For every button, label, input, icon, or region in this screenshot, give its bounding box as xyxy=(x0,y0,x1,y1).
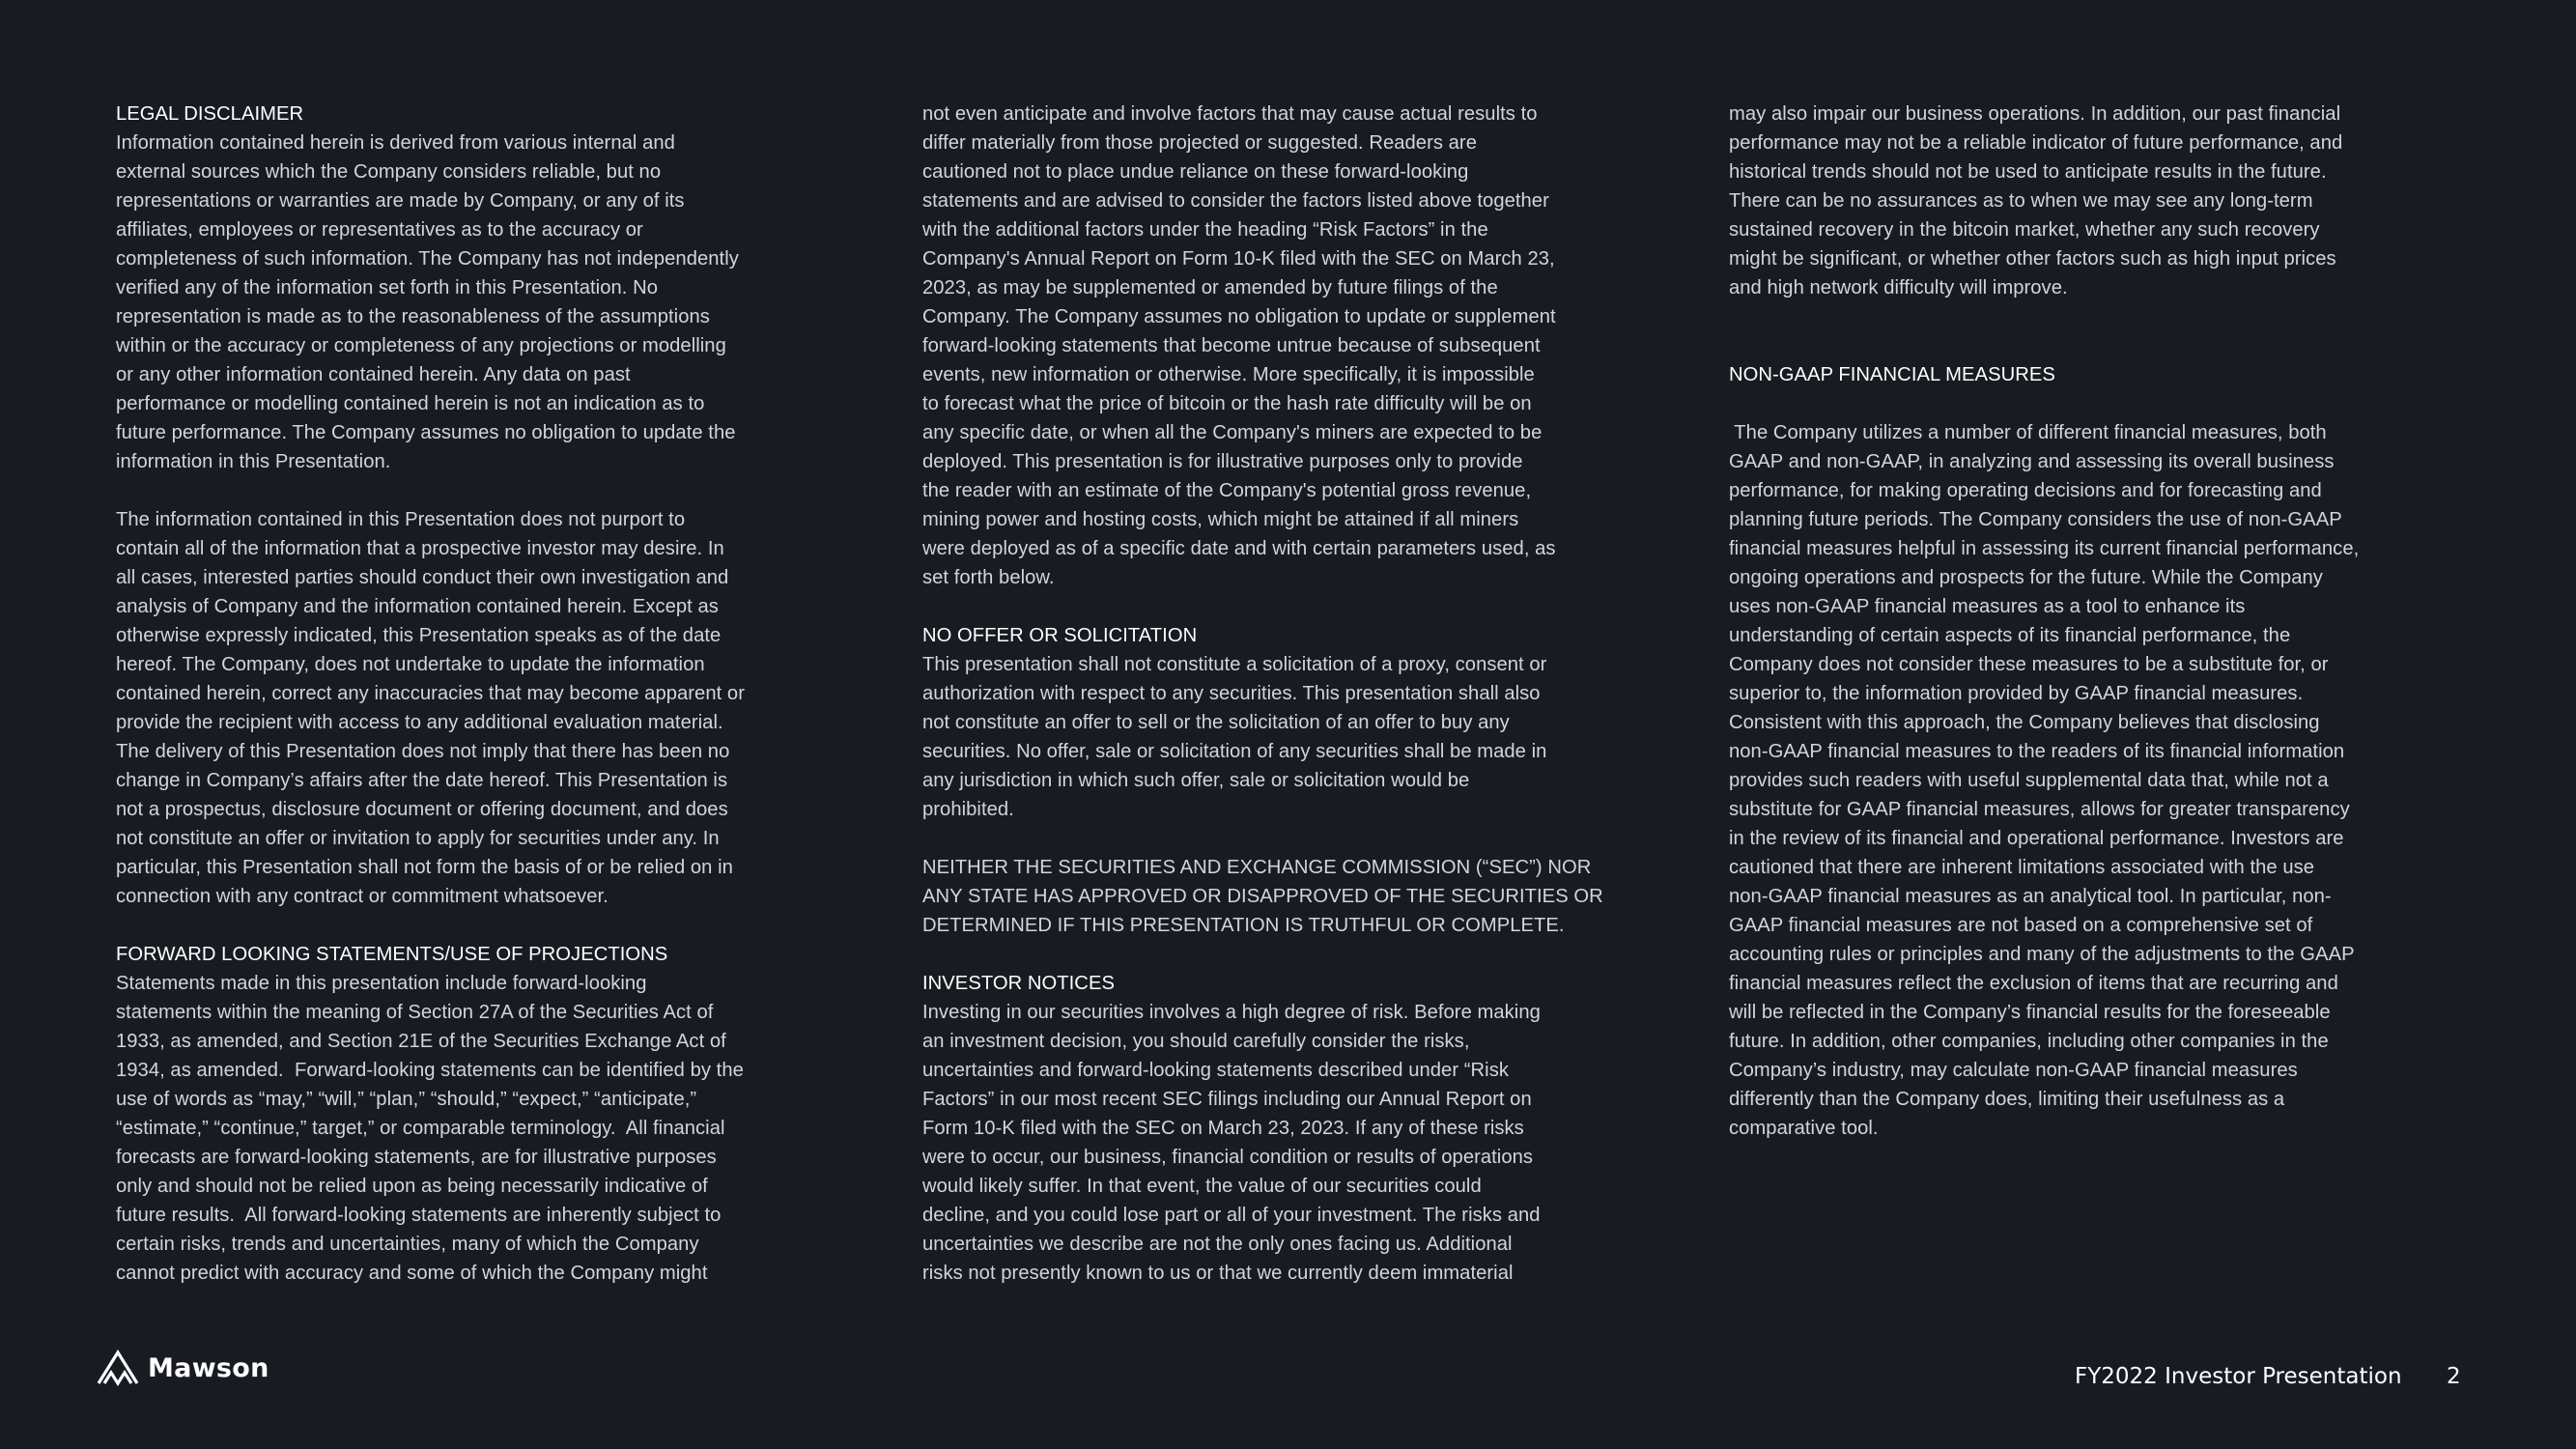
text-line: historical trends should not be used to anticipate results in the future. xyxy=(1729,161,2327,183)
text-line: analysis of Company and the information contained herein. Except as xyxy=(116,596,719,617)
text-line: 1934, as amended. Forward-looking statements can be identified by the xyxy=(116,1060,744,1081)
text-line: Company. The Company assumes no obligation to update or supplement xyxy=(922,306,1556,327)
text-line: cannot predict with accuracy and some of which the Company might xyxy=(116,1263,708,1284)
text-line: information in this Presentation. xyxy=(116,451,391,472)
text-line: GAAP and non-GAAP, in analyzing and assessing its overall business xyxy=(1729,451,2335,472)
text-line: the reader with an estimate of the Company's potential gross revenue, xyxy=(922,480,1532,501)
text-line: Company’s industry, may calculate non-GAAP financial measures xyxy=(1729,1060,2298,1081)
text-line: representation is made as to the reasonableness of the assumptions xyxy=(116,306,710,327)
column-left xyxy=(116,99,840,1288)
text-line: any jurisdiction in which such offer, sale or solicitation would be xyxy=(922,770,1470,791)
text-line: sustained recovery in the bitcoin market, whether any such recovery xyxy=(1729,219,2320,241)
text-line: to forecast what the price of bitcoin or the hash rate difficulty will be on xyxy=(922,393,1532,414)
section-body xyxy=(922,998,1647,1288)
text-line: will be reflected in the Company’s financial results for the foreseeable xyxy=(1729,1002,2331,1023)
section-body xyxy=(116,969,840,1288)
text-line: superior to, the information provided by GAAP financial measures. xyxy=(1729,683,2304,704)
column-right xyxy=(1729,99,2453,1143)
text-line: might be significant, or whether other factors such as high input prices xyxy=(1729,248,2336,270)
text-line: Statements made in this presentation include forward-looking xyxy=(116,973,647,994)
text-line: only and should not be relied upon as being necessarily indicative of xyxy=(116,1176,708,1197)
text-line: representations or warranties are made by Company, or any of its xyxy=(116,190,685,212)
legal-disclaimer-section xyxy=(116,99,840,476)
section-body xyxy=(116,505,840,911)
text-line: with the additional factors under the heading “Risk Factors” in the xyxy=(922,219,1488,241)
text-line: uncertainties and forward-looking statements described under “Risk xyxy=(922,1060,1509,1081)
text-line: This presentation shall not constitute a solicitation of a proxy, consent or xyxy=(922,654,1547,675)
text-line: “estimate,” “continue,” target,” or comparable terminology. All financial xyxy=(116,1118,725,1139)
text-line: Factors” in our most recent SEC filings including our Annual Report on xyxy=(922,1089,1532,1110)
text-line: provide the recipient with access to any additional evaluation material. xyxy=(116,712,723,733)
text-line: Information contained herein is derived from various internal and xyxy=(116,132,675,154)
logo-text: Mawson xyxy=(148,1352,269,1383)
text-line: planning future periods. The Company considers the use of non-GAAP xyxy=(1729,509,2342,530)
text-line: future performance. The Company assumes no obligation to update the xyxy=(116,422,736,443)
text-line: mining power and hosting costs, which might be attained if all miners xyxy=(922,509,1519,530)
text-line: not a prospectus, disclosure document or offering document, and does xyxy=(116,799,728,820)
company-logo xyxy=(97,1349,269,1387)
text-line: otherwise expressly indicated, this Presentation speaks as of the date xyxy=(116,625,722,646)
column-middle xyxy=(922,99,1647,1288)
section-body xyxy=(116,128,840,476)
text-line: in the review of its financial and operational performance. Investors are xyxy=(1729,828,2344,849)
text-line: NEITHER THE SECURITIES AND EXCHANGE COMMISSION (“SEC”) NOR xyxy=(922,857,1592,878)
text-line: financial measures helpful in assessing its current financial performance, xyxy=(1729,538,2360,559)
text-line: comparative tool. xyxy=(1729,1118,1879,1139)
section-heading: LEGAL DISCLAIMER xyxy=(116,103,304,125)
mawson-mountain-icon xyxy=(97,1349,139,1387)
text-line: connection with any contract or commitment whatsoever. xyxy=(116,886,609,907)
text-line: would likely suffer. In that event, the value of our securities could xyxy=(922,1176,1482,1197)
text-line: cautioned not to place undue reliance on these forward-looking xyxy=(922,161,1469,183)
text-line: cautioned that there are inherent limitations associated with the use xyxy=(1729,857,2315,878)
text-line: There can be no assurances as to when we may see any long-term xyxy=(1729,190,2313,212)
text-line: non-GAAP financial measures as an analytical tool. In particular, non- xyxy=(1729,886,2332,907)
investor-notices-continued-section xyxy=(1729,99,2453,302)
section-heading: NO OFFER OR SOLICITATION xyxy=(922,625,1198,646)
text-line: use of words as “may,” “will,” “plan,” “should,” “expect,” “anticipate,” xyxy=(116,1089,697,1110)
text-line: certain risks, trends and uncertainties, many of which the Company xyxy=(116,1234,699,1255)
text-line: verified any of the information set forth in this Presentation. No xyxy=(116,277,658,298)
section-body xyxy=(1729,418,2453,1143)
text-line: not even anticipate and involve factors that may cause actual results to xyxy=(922,103,1538,125)
text-line: decline, and you could lose part or all of your investment. The risks and xyxy=(922,1205,1541,1226)
text-line: Investing in our securities involves a high degree of risk. Before making xyxy=(922,1002,1541,1023)
text-line: ongoing operations and prospects for the future. While the Company xyxy=(1729,567,2323,588)
text-line: securities. No offer, sale or solicitation of any securities shall be made in xyxy=(922,741,1547,762)
text-line: differ materially from those projected or suggested. Readers are xyxy=(922,132,1477,154)
non-gaap-section xyxy=(1729,360,2453,1143)
text-line: all cases, interested parties should conduct their own investigation and xyxy=(116,567,729,588)
text-line: and high network difficulty will improve. xyxy=(1729,277,2068,298)
text-line: The information contained in this Presentation does not purport to xyxy=(116,509,686,530)
text-line: were to occur, our business, financial condition or results of operations xyxy=(922,1147,1534,1168)
text-line: hereof. The Company, does not undertake to update the information xyxy=(116,654,705,675)
text-line: may also impair our business operations. In addition, our past financial xyxy=(1729,103,2341,125)
text-line: an investment decision, you should carefully consider the risks, xyxy=(922,1031,1470,1052)
text-line: performance or modelling contained herein is not an indication as to xyxy=(116,393,705,414)
section-body xyxy=(1729,99,2453,302)
section-body xyxy=(922,99,1647,592)
no-offer-section xyxy=(922,621,1647,824)
text-line: risks not presently known to us or that we currently deem immaterial xyxy=(922,1263,1514,1284)
text-line: contained herein, correct any inaccuracies that may become apparent or xyxy=(116,683,745,704)
section-heading: NON-GAAP FINANCIAL MEASURES xyxy=(1729,364,2055,385)
text-line: uncertainties we describe are not the only ones facing us. Additional xyxy=(922,1234,1513,1255)
text-line: Company's Annual Report on Form 10-K filed with the SEC on March 23, xyxy=(922,248,1555,270)
text-line: affiliates, employees or representatives as to the accuracy or xyxy=(116,219,643,241)
text-line: understanding of certain aspects of its financial performance, the xyxy=(1729,625,2291,646)
text-line: future results. All forward-looking statements are inherently subject to xyxy=(116,1205,722,1226)
text-line: set forth below. xyxy=(922,567,1055,588)
text-line: Form 10-K filed with the SEC on March 23, 2023. If any of these risks xyxy=(922,1118,1524,1139)
text-line: external sources which the Company considers reliable, but no xyxy=(116,161,662,183)
text-line: within or the accuracy or completeness of any projections or modelling xyxy=(116,335,726,356)
presentation-notice-section xyxy=(116,505,840,911)
text-line: prohibited. xyxy=(922,799,1014,820)
text-line: GAAP financial measures are not based on a comprehensive set of xyxy=(1729,915,2313,936)
text-line: statements and are advised to consider the factors listed above together xyxy=(922,190,1549,212)
text-line: Company does not consider these measures to be a substitute for, or xyxy=(1729,654,2329,675)
text-line: The delivery of this Presentation does not imply that there has been no xyxy=(116,741,730,762)
text-line: non-GAAP financial measures to the readers of its financial information xyxy=(1729,741,2345,762)
forward-looking-section xyxy=(116,940,840,1288)
text-line: performance, for making operating decisions and for forecasting and xyxy=(1729,480,2322,501)
section-body xyxy=(922,650,1647,824)
text-line: change in Company’s affairs after the date hereof. This Presentation is xyxy=(116,770,728,791)
text-line: authorization with respect to any securities. This presentation shall also xyxy=(922,683,1541,704)
section-body xyxy=(922,853,1647,940)
section-heading: INVESTOR NOTICES xyxy=(922,973,1115,994)
text-line: uses non-GAAP financial measures as a tool to enhance its xyxy=(1729,596,2246,617)
text-line: substitute for GAAP financial measures, allows for greater transparency xyxy=(1729,799,2350,820)
text-line: future. In addition, other companies, including other companies in the xyxy=(1729,1031,2329,1052)
text-line: particular, this Presentation shall not form the basis of or be relied on in xyxy=(116,857,733,878)
text-line: differently than the Company does, limiting their usefulness as a xyxy=(1729,1089,2285,1110)
text-line: The Company utilizes a number of different financial measures, both xyxy=(1729,422,2327,443)
text-line: provides such readers with useful supplemental data that, while not a xyxy=(1729,770,2329,791)
text-line: 1933, as amended, and Section 21E of the Securities Exchange Act of xyxy=(116,1031,726,1052)
text-line: ANY STATE HAS APPROVED OR DISAPPROVED OF THE SECURITIES OR xyxy=(922,886,1603,907)
presentation-title: FY2022 Investor Presentation xyxy=(2075,1364,2402,1389)
page-number: 2 xyxy=(2447,1364,2461,1389)
text-line: accounting rules or principles and many of the adjustments to the GAAP xyxy=(1729,944,2355,965)
text-line: or any other information contained herein. Any data on past xyxy=(116,364,631,385)
text-line: 2023, as may be supplemented or amended by future filings of the xyxy=(922,277,1498,298)
sec-notice-section xyxy=(922,853,1647,940)
text-line: events, new information or otherwise. More specifically, it is impossible xyxy=(922,364,1535,385)
section-heading: FORWARD LOOKING STATEMENTS/USE OF PROJECTIONS xyxy=(116,944,668,965)
text-line: statements within the meaning of Section 27A of the Securities Act of xyxy=(116,1002,714,1023)
text-line: were deployed as of a specific date and with certain parameters used, as xyxy=(922,538,1556,559)
text-line: contain all of the information that a prospective investor may desire. In xyxy=(116,538,724,559)
text-line: DETERMINED IF THIS PRESENTATION IS TRUTHFUL OR COMPLETE. xyxy=(922,915,1565,936)
text-line: not constitute an offer to sell or the solicitation of an offer to buy any xyxy=(922,712,1510,733)
text-line: forward-looking statements that become untrue because of subsequent xyxy=(922,335,1541,356)
text-line: performance may not be a reliable indicator of future performance, and xyxy=(1729,132,2343,154)
text-line: any specific date, or when all the Company's miners are expected to be xyxy=(922,422,1543,443)
text-line: deployed. This presentation is for illustrative purposes only to provide xyxy=(922,451,1523,472)
text-line: Consistent with this approach, the Company believes that disclosing xyxy=(1729,712,2320,733)
text-line: not constitute an offer or invitation to apply for securities under any. In xyxy=(116,828,720,849)
investor-notices-section xyxy=(922,969,1647,1288)
text-line: completeness of such information. The Company has not independently xyxy=(116,248,739,270)
text-line: forecasts are forward-looking statements, are for illustrative purposes xyxy=(116,1147,717,1168)
forward-looking-continued-section xyxy=(922,99,1647,592)
text-line: financial measures reflect the exclusion of items that are recurring and xyxy=(1729,973,2338,994)
